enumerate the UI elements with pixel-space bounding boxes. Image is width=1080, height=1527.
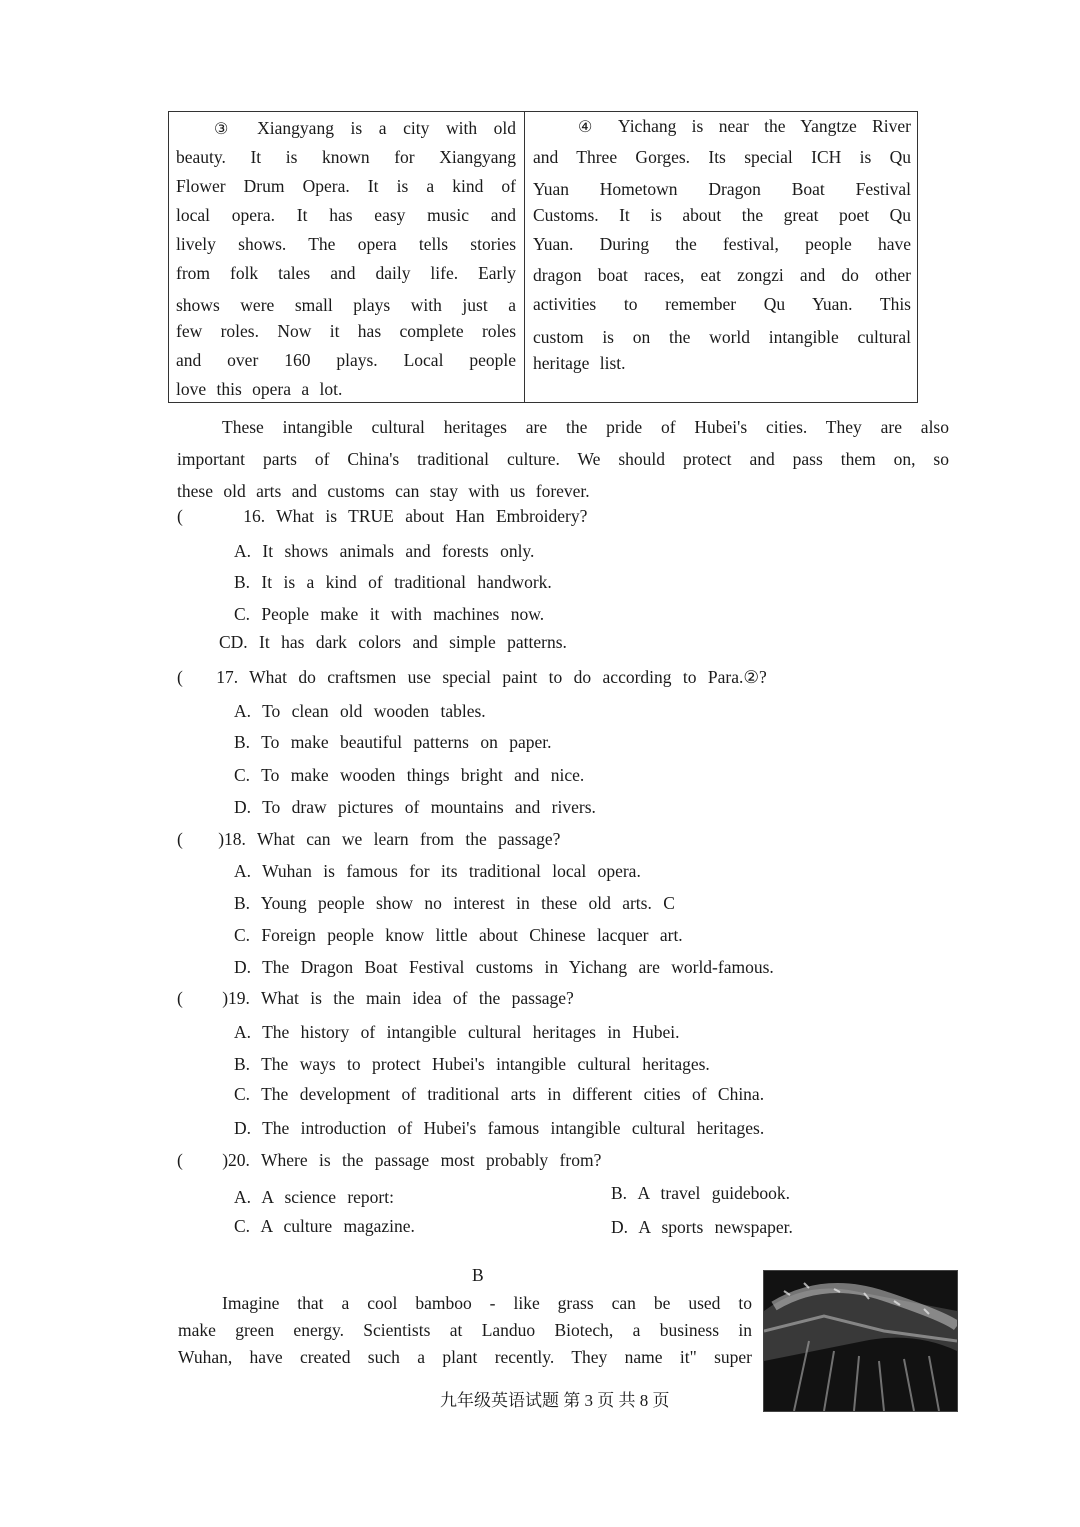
- yichang-cell: [533, 112, 911, 378]
- cell-line: love this opera a lot.: [176, 379, 343, 399]
- cell-line: [533, 112, 911, 141]
- cell-line: and Three Gorges. Its special ICH is Qu: [533, 147, 911, 167]
- question-18: [177, 829, 957, 850]
- option-a: A. Wuhan is famous for its traditional local opera.: [234, 861, 641, 881]
- paragraph-marker: ④: [578, 119, 604, 136]
- paragraph-line: Wuhan, have created such a plant recently. They name it" super: [178, 1347, 752, 1367]
- question-stem: )18. What can we learn from the passage?: [218, 829, 561, 849]
- paragraph-line: important parts of China's traditional culture. We should protect and pass them on, so: [177, 449, 949, 469]
- option-a: A. A science report:: [234, 1187, 394, 1207]
- cell-line: local opera. It has easy music and: [176, 205, 516, 225]
- cell-line: shows were small plays with just a: [176, 295, 516, 315]
- question-19: [177, 988, 957, 1009]
- xiangyang-cell: [176, 112, 516, 404]
- page-footer: 九年级英语试题 第 3 页 共 8 页: [440, 1391, 670, 1410]
- paragraph-line: Imagine that a cool bamboo - like grass can be used to: [222, 1293, 752, 1313]
- cell-line: Flower Drum Opera. It is a kind of: [176, 176, 516, 196]
- option-d: CD. It has dark colors and simple patterns.: [219, 632, 567, 652]
- cell-line: Customs. It is about the great poet Qu: [533, 205, 911, 225]
- closing-paragraph: [177, 411, 949, 507]
- cell-line: dragon boat races, eat zongzi and do other: [533, 265, 911, 285]
- answer-bracket: (: [177, 1150, 183, 1170]
- option-c: C. Foreign people know little about Chinese lacquer art.: [234, 925, 683, 945]
- section-b-title: B: [472, 1265, 484, 1285]
- option-d: D. The Dragon Boat Festival customs in Yichang are world-famous.: [234, 957, 774, 977]
- question-stem: )19. What is the main idea of the passage?: [222, 988, 574, 1008]
- question-17: [177, 667, 957, 688]
- cell-line: activities to remember Qu Yuan. This: [533, 294, 911, 314]
- photo-illustration: [764, 1271, 957, 1411]
- cell-line: heritage list.: [533, 353, 626, 373]
- option-c: C. To make wooden things bright and nice.: [234, 765, 585, 785]
- option-a: A. It shows animals and forests only.: [234, 541, 535, 561]
- paragraph-line: these old arts and customs can stay with us forever.: [177, 481, 590, 501]
- table-divider: [524, 112, 525, 402]
- cell-line: few roles. Now it has complete roles: [176, 321, 516, 341]
- option-a: A. The history of intangible cultural heritages in Hubei.: [234, 1022, 680, 1042]
- question-20: [177, 1150, 957, 1171]
- answer-bracket: (: [177, 829, 183, 849]
- answer-bracket: (: [177, 988, 183, 1008]
- answer-bracket: (: [177, 667, 183, 687]
- paragraph-marker: ③: [214, 121, 241, 138]
- section-b-paragraph: [178, 1290, 752, 1371]
- option-b: B. The ways to protect Hubei's intangible cultural heritages.: [234, 1054, 710, 1074]
- ich-table: [168, 111, 918, 403]
- option-b: B. It is a kind of traditional handwork.: [234, 572, 552, 592]
- option-d: D. To draw pictures of mountains and rivers.: [234, 797, 596, 817]
- question-stem: 17. What do craftsmen use special paint to do according to Para.②?: [216, 667, 767, 687]
- cell-line: Yuan. During the festival, people have: [533, 234, 911, 254]
- cell-text: Yichang is near the Yangtze River: [618, 116, 911, 136]
- paragraph-line: These intangible cultural heritages are the pride of Hubei's cities. They are also: [222, 417, 949, 437]
- option-b: B. Young people show no interest in these old arts. C: [234, 893, 675, 913]
- option-c: C. The development of traditional arts in different cities of China.: [234, 1084, 765, 1104]
- question-16: [177, 506, 957, 527]
- option-d: D. A sports newspaper.: [611, 1217, 793, 1237]
- option-c: C. A culture magazine.: [234, 1216, 415, 1236]
- option-a: A. To clean old wooden tables.: [234, 701, 486, 721]
- question-stem: )20. Where is the passage most probably from?: [222, 1150, 602, 1170]
- option-b: B. A travel guidebook.: [611, 1183, 790, 1203]
- bamboo-grass-photo: [763, 1270, 958, 1412]
- question-stem: 16. What is TRUE about Han Embroidery?: [243, 506, 588, 526]
- option-c: C. People make it with machines now.: [234, 604, 545, 624]
- cell-line: Yuan Hometown Dragon Boat Festival: [533, 179, 911, 199]
- cell-line: from folk tales and daily life. Early: [176, 263, 516, 283]
- option-d: D. The introduction of Hubei's famous intangible cultural heritages.: [234, 1118, 765, 1138]
- cell-line: custom is on the world intangible cultural: [533, 327, 911, 347]
- paragraph-line: make green energy. Scientists at Landuo Biotech, a business in: [178, 1320, 752, 1340]
- cell-line: beauty. It is known for Xiangyang: [176, 147, 516, 167]
- answer-bracket: (: [177, 506, 183, 526]
- option-b: B. To make beautiful patterns on paper.: [234, 732, 552, 752]
- cell-text: Xiangyang is a city with old: [257, 118, 517, 138]
- cell-line: lively shows. The opera tells stories: [176, 234, 516, 254]
- cell-line: [176, 114, 516, 143]
- cell-line: and over 160 plays. Local people: [176, 350, 516, 370]
